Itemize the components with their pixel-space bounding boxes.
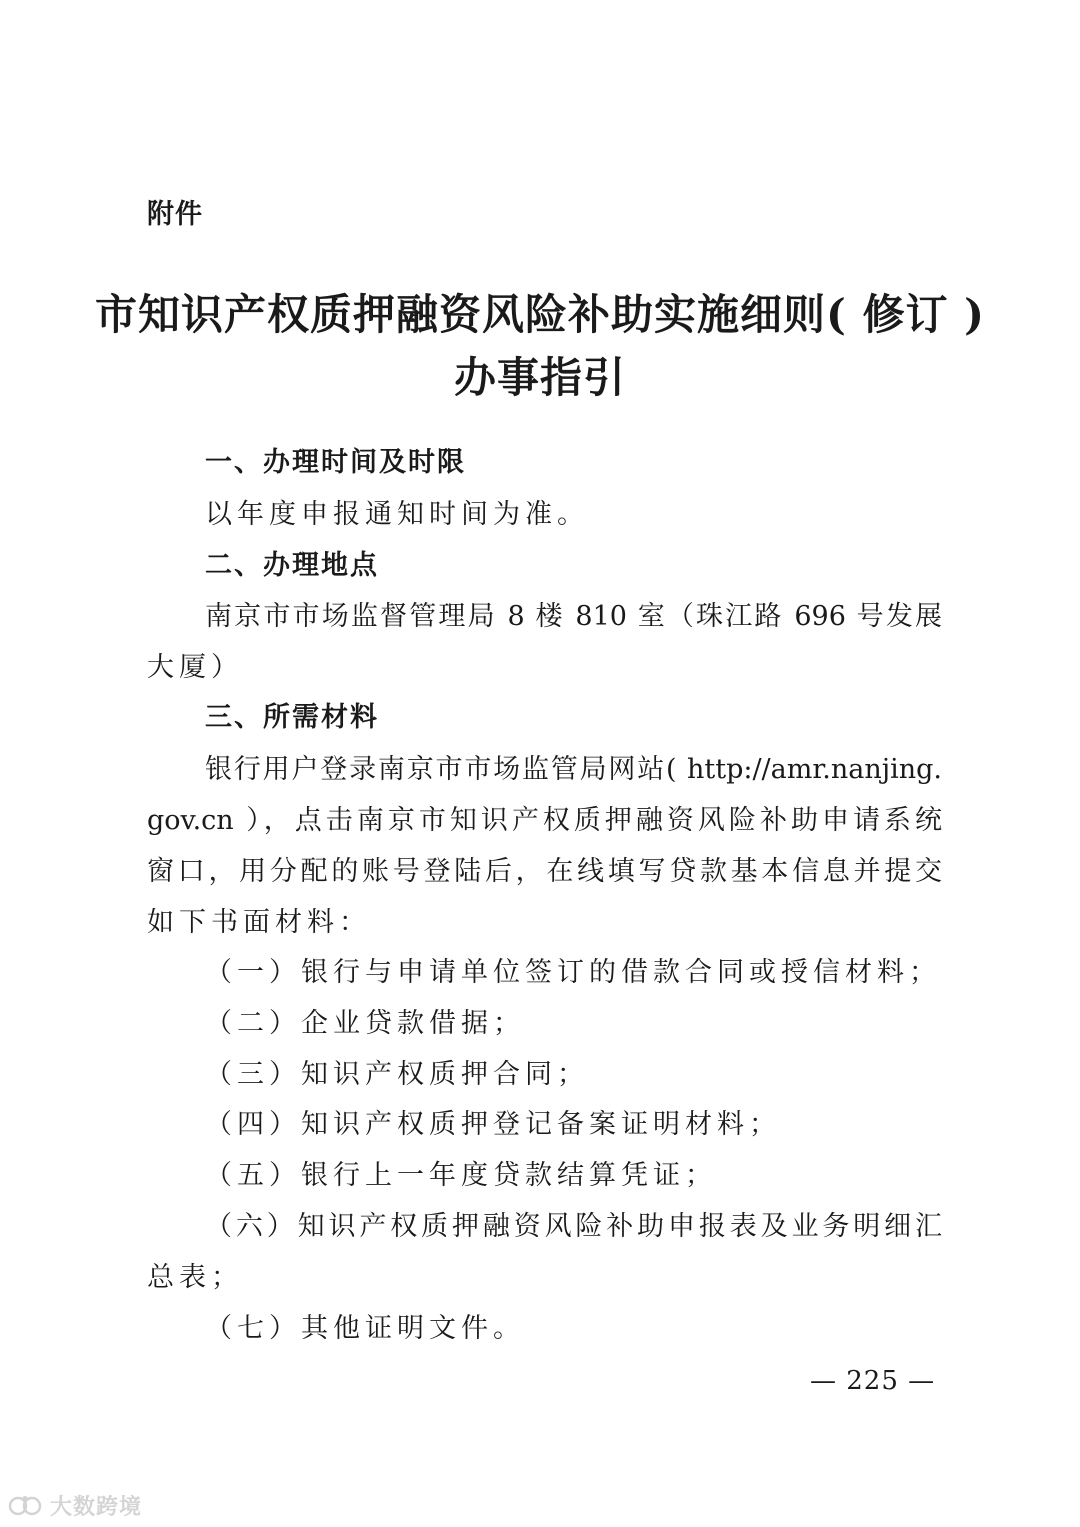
section-2-heading: 二、办理地点: [205, 550, 379, 581]
attachment-label: 附件: [147, 199, 203, 230]
material-item-2: （二）企业贷款借据；: [205, 1008, 525, 1039]
section-3-paragraph-line-2: gov.cn ），点击南京市知识产权质押融资风险补助申请系统: [147, 805, 942, 836]
document-title-line-2: 办事指引: [453, 353, 626, 402]
material-item-1: （一）银行与申请单位签订的借款合同或授信材料；: [205, 957, 941, 988]
section-2-text-line-2: 大厦）: [147, 652, 243, 683]
material-item-6-continued: 总表；: [147, 1262, 243, 1293]
material-item-4: （四）知识产权质押登记备案证明材料；: [205, 1109, 781, 1140]
section-3-paragraph-line-3: 窗口，用分配的账号登陆后，在线填写贷款基本信息并提交: [147, 856, 942, 887]
watermark-logo-icon: [8, 1493, 44, 1519]
page-number: — 225 —: [810, 1366, 936, 1396]
watermark: [8, 1490, 142, 1521]
section-1-heading: 一、办理时间及时限: [205, 447, 466, 478]
material-item-7: （七）其他证明文件。: [205, 1313, 525, 1344]
section-1-text: 以年度申报通知时间为准。: [205, 499, 589, 530]
watermark-text: 大数跨境: [50, 1495, 143, 1520]
document-title-line-1: 市知识产权质押融资风险补助实施细则( 修订 ): [95, 290, 985, 339]
material-item-6: （六）知识产权质押融资风险补助申报表及业务明细汇: [205, 1211, 942, 1242]
section-3-paragraph-line-1: 银行用户登录南京市市场监管局网站( http://amr.nanjing.: [205, 754, 942, 785]
section-3-heading: 三、所需材料: [205, 702, 379, 733]
material-item-5: （五）银行上一年度贷款结算凭证；: [205, 1160, 717, 1191]
section-3-paragraph-line-4: 如下书面材料：: [147, 907, 371, 938]
material-item-3: （三）知识产权质押合同；: [205, 1059, 589, 1090]
section-2-text-line-1: 南京市市场监督管理局 8 楼 810 室（珠江路 696 号发展: [205, 601, 942, 632]
